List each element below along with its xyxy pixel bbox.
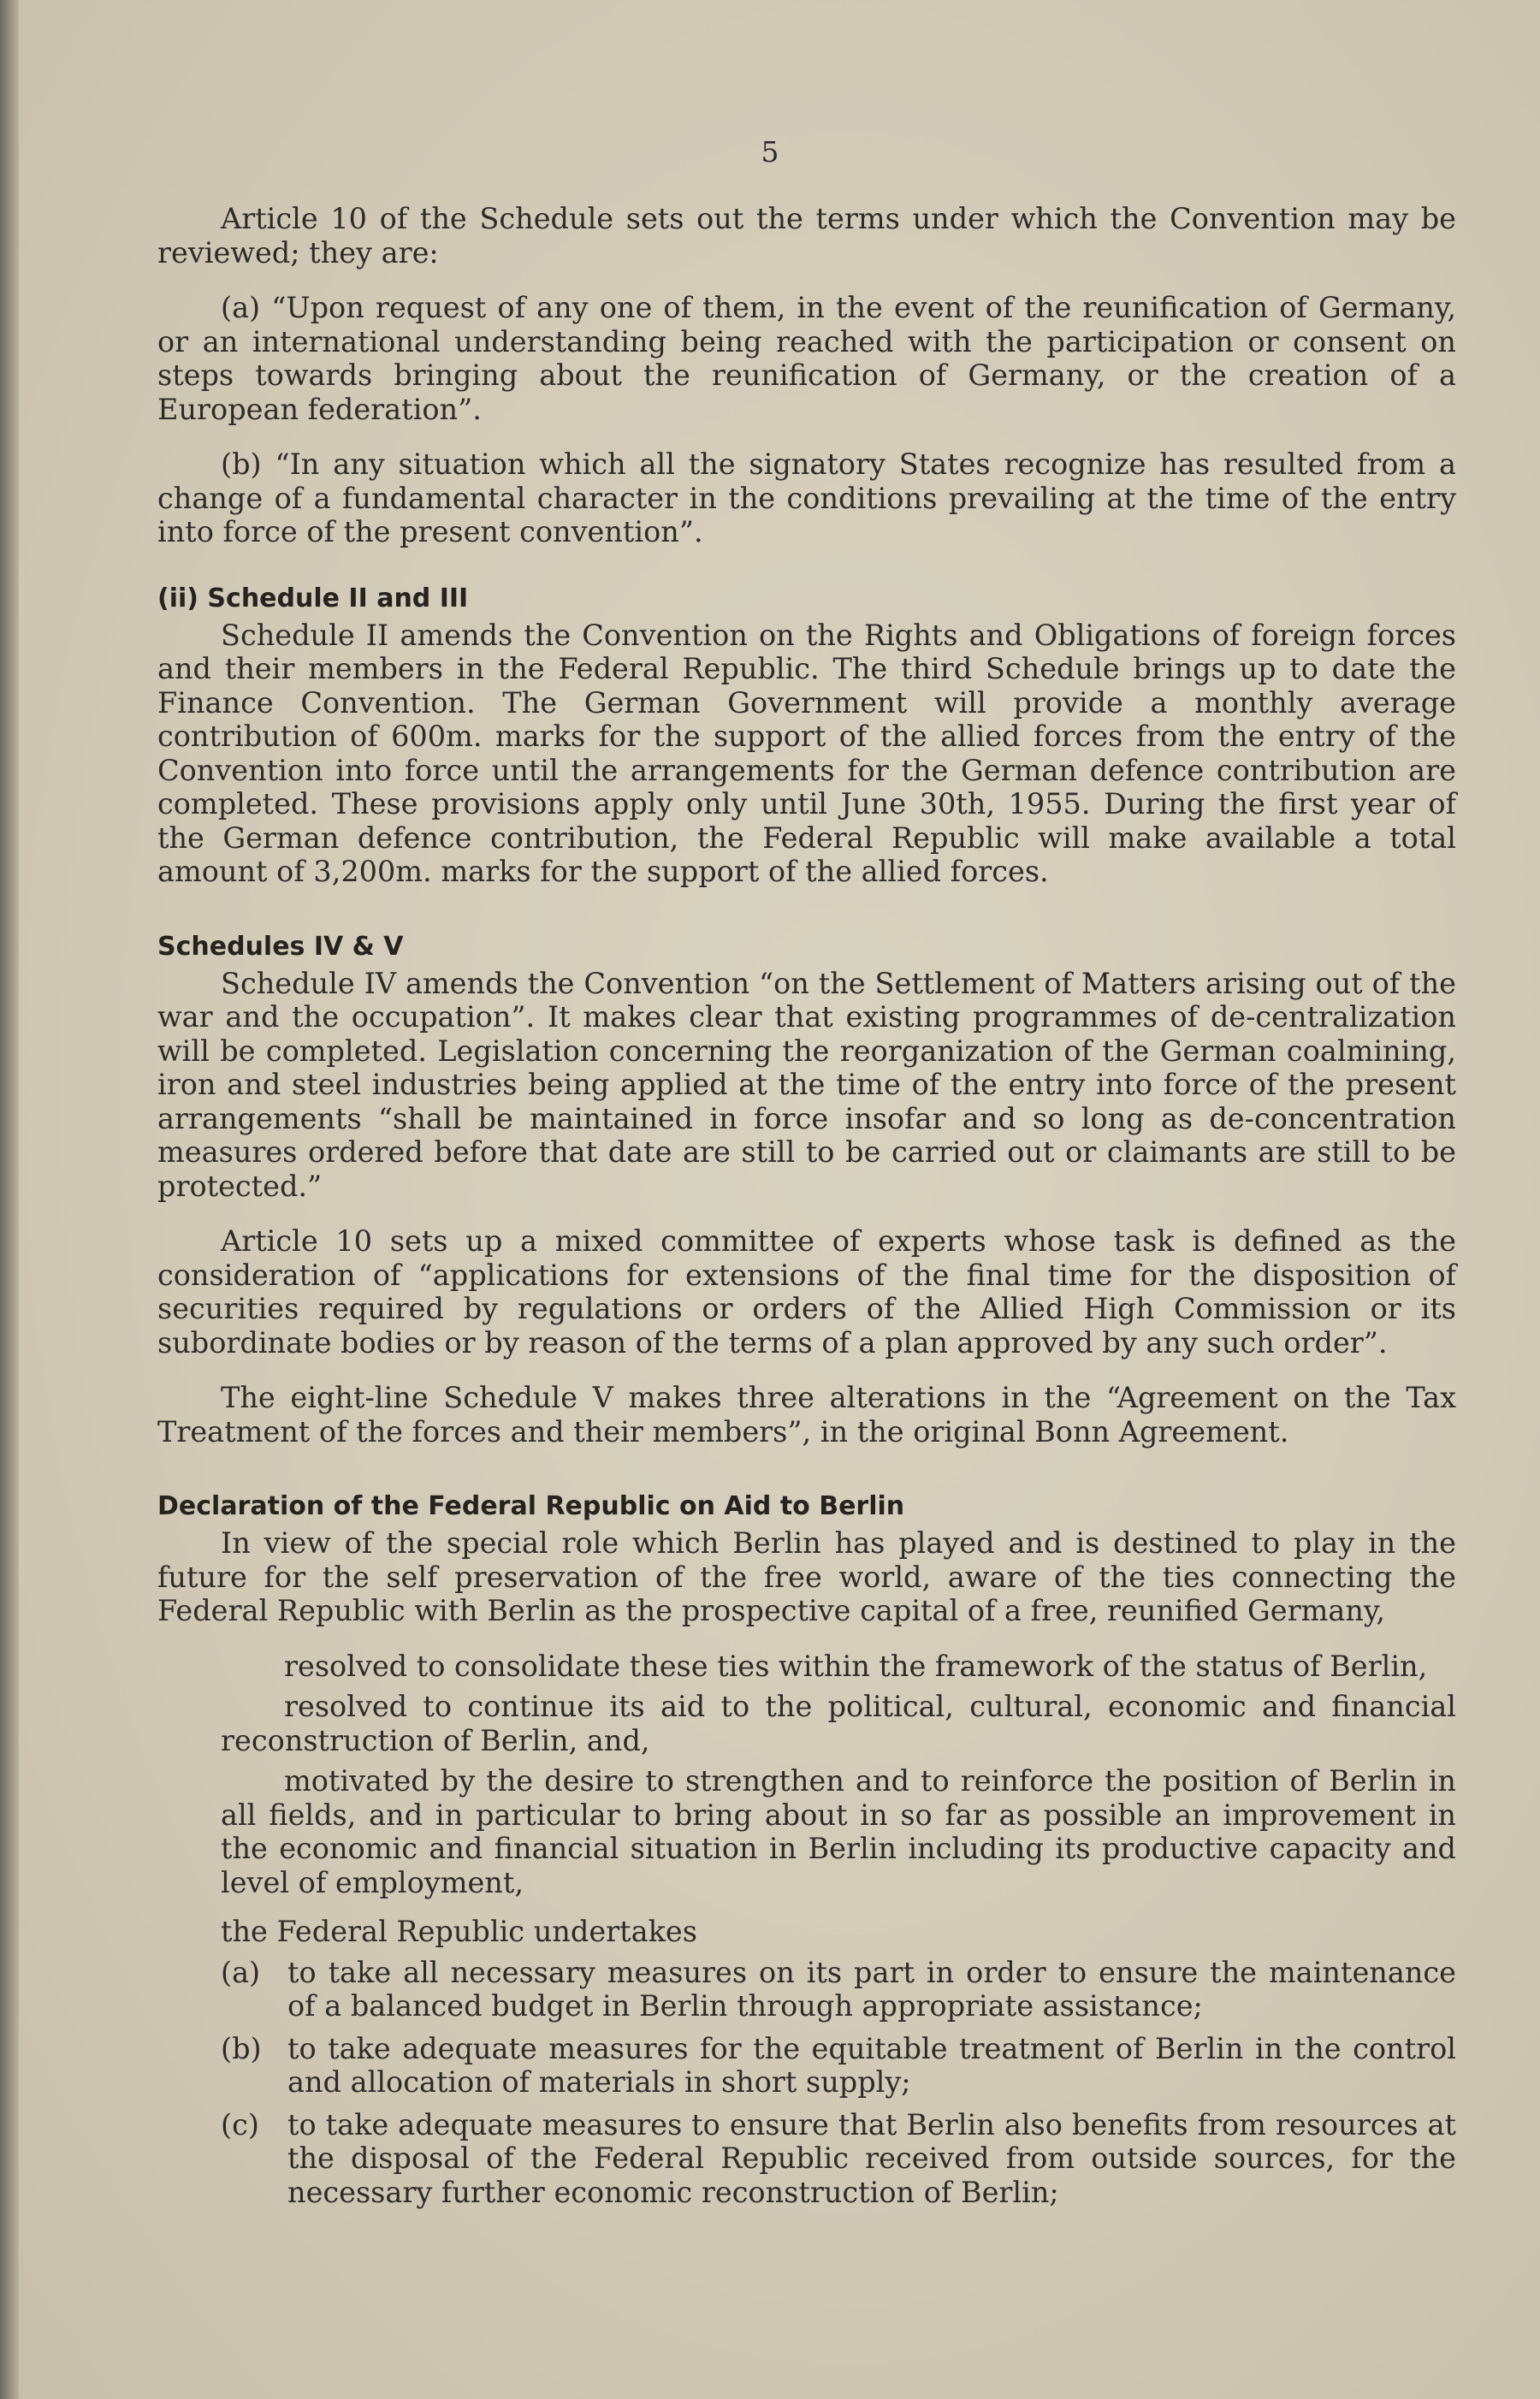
document-body xyxy=(157,202,1456,2218)
list-item-text: to take adequate measures to ensure that Berlin also benefits from resources at the disposal of the Federal Republic received from outside sources, for the necessary further economic reconstruction of Berlin; xyxy=(287,2107,1456,2209)
list-item-text: to take adequate measures for the equitable treatment of Berlin in the control and allocation of materials in short supply; xyxy=(287,2031,1456,2099)
paragraph-article-10-intro: Article 10 of the Schedule sets out the terms under which the Convention may be reviewed; they are: xyxy=(157,202,1456,270)
paragraph-condition-a: (a) “Upon request of any one of them, in the event of the reunification of Germany, or an international understanding being reached with the participation or consent on steps towards bringing about the reunification of Germany, or the creation of a European federation”. xyxy=(157,291,1456,426)
list-item xyxy=(157,2108,1456,2210)
paragraph-resolved-consolidate: resolved to consolidate these ties within the framework of the status of Berlin, xyxy=(284,1649,1428,1683)
list-item-label: (b) xyxy=(221,2031,262,2065)
heading-schedule-ii-iii: (ii) Schedule II and III xyxy=(157,583,469,613)
paragraph-federal-republic-undertakes: the Federal Republic undertakes xyxy=(221,1915,697,1948)
paragraph-resolved-continue-aid: resolved to continue its aid to the political, cultural, economic and financial reconstruction of Berlin, and, xyxy=(221,1690,1456,1757)
paragraph-article-10-committee: Article 10 sets up a mixed committee of experts whose task is defined as the consideration of “applications for extensions of the final time for the disposition of securities required by regulations or orders of the Allied High Commission or its subordinate bodies or by reason of the terms of a plan approved by any such order”. xyxy=(157,1224,1456,1359)
list-item-label: (c) xyxy=(221,2107,259,2141)
paragraph-motivated: motivated by the desire to strengthen and to reinforce the position of Berlin in all fields, and in particular to bring about in so far as possible an improvement in the economic and financial situation in Berlin including its productive capacity and level of employment, xyxy=(221,1764,1456,1899)
list-item-label: (a) xyxy=(221,1955,261,1989)
heading-declaration-berlin: Declaration of the Federal Republic on Aid to Berlin xyxy=(157,1491,905,1521)
heading-schedules-iv-v: Schedules IV & V xyxy=(157,931,404,962)
list-item xyxy=(157,1956,1456,2023)
list-item xyxy=(157,2032,1456,2100)
paragraph-declaration-preamble: In view of the special role which Berlin has played and is destined to play in the future for the self preservation of the free world, aware of the ties connecting the Federal Republic with Berlin as the prospective capital of a free, reunified Germany, xyxy=(157,1526,1456,1627)
paragraph-condition-b: (b) “In any situation which all the signatory States recognize has resulted from a change of a fundamental character in the conditions prevailing at the time of the entry into force of the present convention”. xyxy=(157,447,1456,548)
paragraph-schedule-iv: Schedule IV amends the Convention “on the Settlement of Matters arising out of the war and the occupation”. It makes clear that existing programmes of de-centralization will be completed. Legislation concerning the reorganization of the German coalmining, iron and steel industries being applied at the time of the entry into force of the present arrangements “shall be maintained in force insofar and so long as de-concentration measures ordered before that date are still to be carried out or claimants are still to be protected.” xyxy=(157,966,1456,1203)
page-number: 5 xyxy=(761,135,779,169)
undertakings-list xyxy=(157,1956,1456,2210)
paragraph-schedule-ii-iii: Schedule II amends the Convention on the Rights and Obligations of foreign forces and their members in the Federal Republic. The third Schedule brings up to date the Finance Convention. The German Government will provide a monthly average contribution of 600m. marks for the support of the allied forces from the entry of the Convention into force until the arrangements for the German defence contribution are completed. These provisions apply only until June 30th, 1955. During the first year of the German defence contribution, the Federal Republic will make available a total amount of 3,200m. marks for the support of the allied forces. xyxy=(157,618,1456,888)
list-item-text: to take all necessary measures on its part in order to ensure the maintenance of a balanced budget in Berlin through appropriate assistance; xyxy=(287,1955,1456,2023)
page-binding-edge xyxy=(0,0,19,2399)
paragraph-schedule-v: The eight-line Schedule V makes three alterations in the “Agreement on the Tax Treatment of the forces and their members”, in the original Bonn Agreement. xyxy=(157,1381,1456,1448)
resolutions-block xyxy=(157,1650,1456,1900)
